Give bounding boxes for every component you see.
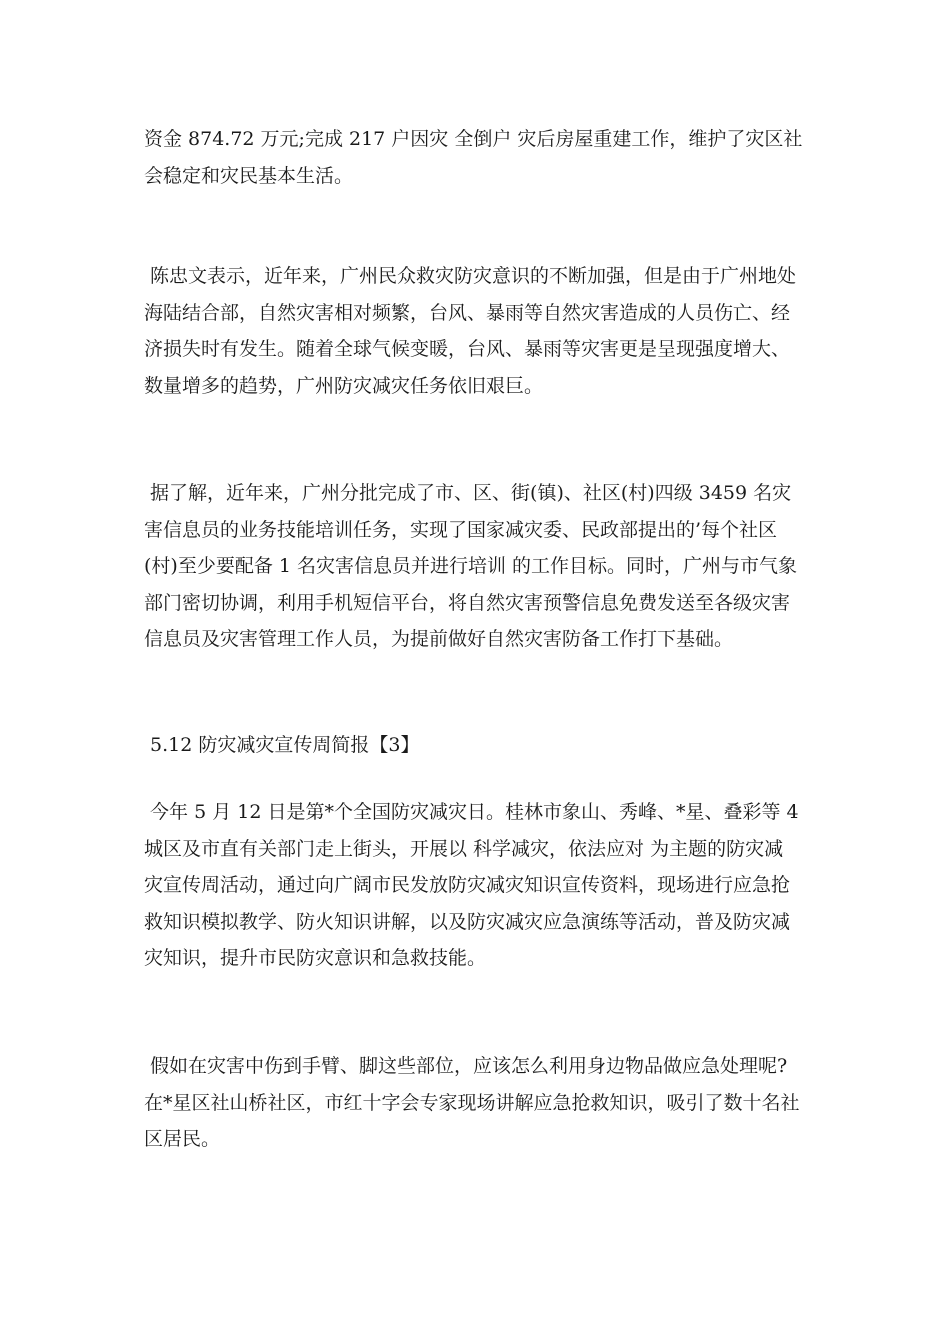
paragraph-chen-zhongwen-statement <box>144 258 812 404</box>
paragraph-disaster-prevention-day <box>144 794 812 977</box>
text-line: 济损失时有发生。随着全球气候变暖，台风、暴雨等灾害更是呈现强度增大、 <box>144 338 791 360</box>
paragraph-disaster-funds <box>144 121 812 194</box>
text-line: 会稳定和灾民基本生活。 <box>144 164 354 187</box>
text-line: 区居民。 <box>144 1128 221 1150</box>
text-line: 假如在灾害中伤到手臂、脚这些部位，应该怎么利用身边物品做应急处理呢? <box>144 1055 788 1077</box>
text-line: 资金 874.72 万元;完成 217 户因灾 全倒户 灾后房屋重建工作，维护了灾区社 <box>144 128 803 150</box>
text-line: 海陆结合部，自然灾害相对频繁，台风、暴雨等自然灾害造成的人员伤亡、经 <box>144 301 791 324</box>
text-line: 据了解，近年来，广州分批完成了市、区、街(镇)、社区(村)四级 3459 名灾 <box>144 482 792 504</box>
text-line: 今年 5 月 12 日是第*个全国防灾减灾日。桂林市象山、秀峰、*星、叠彩等 4 <box>144 801 799 823</box>
section-heading-bulletin-3 <box>144 727 812 764</box>
text-line: 信息员及灾害管理工作人员，为提前做好自然灾害防备工作打下基础。 <box>144 628 734 650</box>
text-line: 灾知识，提升市民防灾意识和急救技能。 <box>144 947 487 969</box>
paragraph-information-officer-training <box>144 475 812 658</box>
text-line: (村)至少要配备 1 名灾害信息员并进行培训 的工作目标。同时，广州与市气象 <box>144 555 798 577</box>
text-line: 数量增多的趋势，广州防灾减灾任务依旧艰巨。 <box>144 374 544 397</box>
text-line: 灾宣传周活动，通过向广阔市民发放防灾减灾知识宣传资料，现场进行应急抢 <box>144 874 791 896</box>
text-line: 害信息员的业务技能培训任务，实现了国家减灾委、民政部提出的’每个社区 <box>144 518 778 541</box>
text-line: 在*星区社山桥社区，市红十字会专家现场讲解应急抢救知识，吸引了数十名社 <box>144 1091 800 1114</box>
paragraph-first-aid-demo <box>144 1048 812 1158</box>
text-line: 部门密切协调，利用手机短信平台，将自然灾害预警信息免费发送至各级灾害 <box>144 591 791 614</box>
text-line: 陈忠文表示，近年来，广州民众救灾防灾意识的不断加强，但是由于广州地处 <box>144 265 797 287</box>
text-line: 城区及市直有关部门走上街头，开展以 科学减灾，依法应对 为主题的防灾减 <box>144 837 784 860</box>
text-line: 救知识模拟教学、防火知识讲解，以及防灾减灾应急演练等活动，普及防灾减 <box>144 910 791 933</box>
section-heading: 5.12 防灾减灾宣传周简报【3】 <box>144 734 420 756</box>
